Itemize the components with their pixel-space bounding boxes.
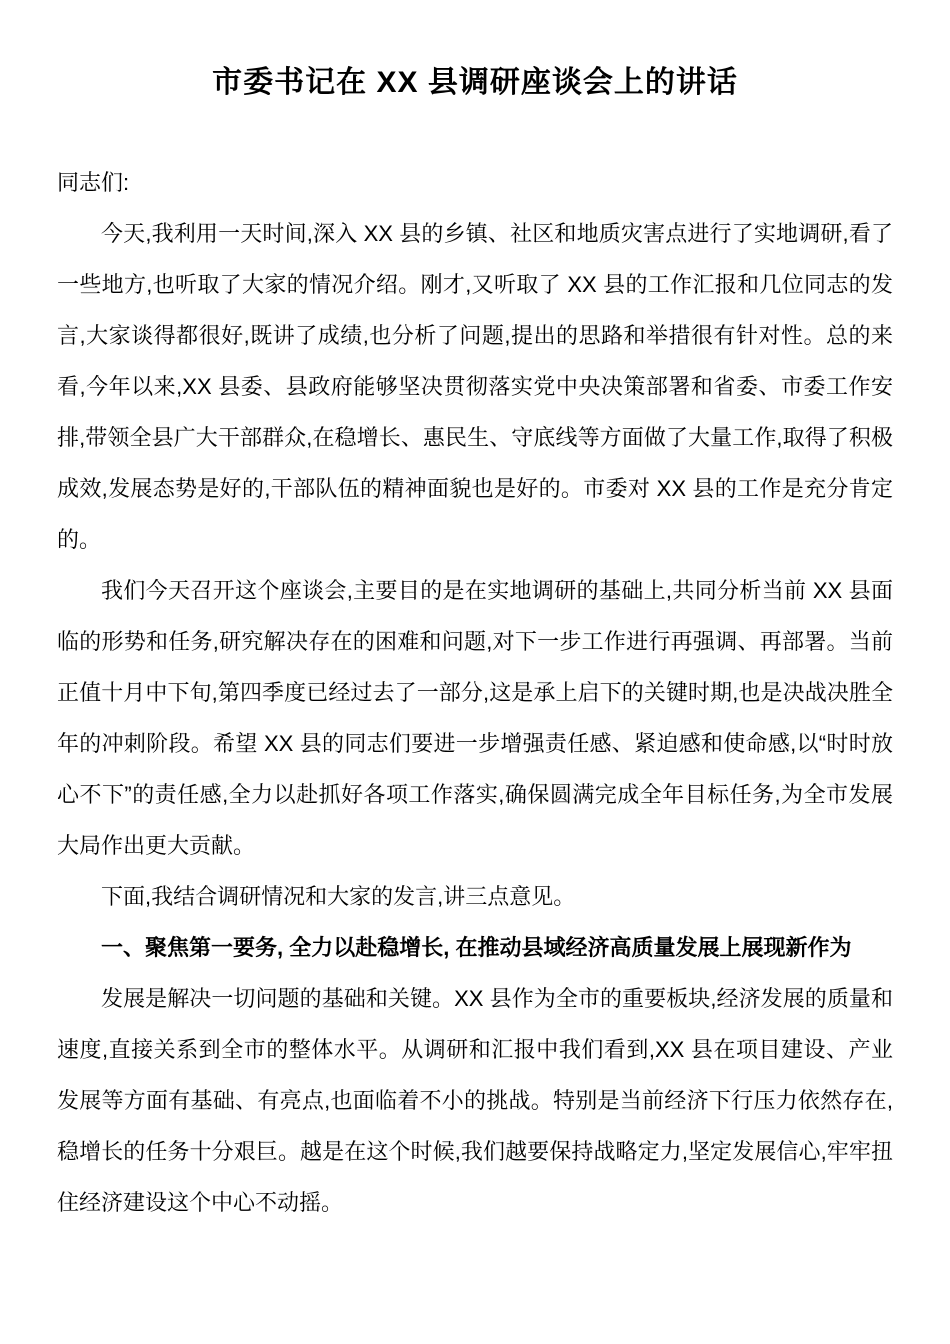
paragraph-meeting-purpose: 我们今天召开这个座谈会,主要目的是在实地调研的基础上,共同分析当前 XX 县面临的形势和任务,研究解决存在的困难和问题,对下一步工作进行再强调、再部署。当前正值十月中下旬,第四季度已经过去了一部分,这是承上启下的关键时期,也是决战决胜全年的冲刺阶段。希望 XX 县的同志们要进一步增强责任感、紧迫感和使命感,以“时时放心不下”的责任感,全力以赴抓好各项工作落实,确保圆满完成全年目标任务,为全市发展大局作出更大贡献。 xyxy=(57,578,893,858)
paragraph-intro: 今天,我利用一天时间,深入 XX 县的乡镇、社区和地质灾害点进行了实地调研,看了一些地方,也听取了大家的情况介绍。刚才,又听取了 XX 县的工作汇报和几位同志的发言,大家谈得都很好,既讲了成绩,也分析了问题,提出的思路和举措很有针对性。总的来看,今年以来,XX 县委、县政府能够坚决贯彻落实党中央决策部署和省委、市委工作安排,带领全县广大干部群众,在稳增长、惠民生、守底线等方面做了大量工作,取得了积极成效,发展态势是好的,干部队伍的精神面貌也是好的。市委对 XX 县的工作是充分肯定的。 xyxy=(57,221,893,552)
paragraph-transition: 下面,我结合调研情况和大家的发言,讲三点意见。 xyxy=(101,884,576,909)
document-title: 市委书记在 XX 县调研座谈会上的讲话 xyxy=(212,66,738,99)
paragraph-development: 发展是解决一切问题的基础和关键。XX 县作为全市的重要板块,经济发展的质量和速度,直接关系到全市的整体水平。从调研和汇报中我们看到,XX 县在项目建设、产业发展等方面有基础、有亮点,也面临着不小的挑战。特别是当前经济下行压力依然存在,稳增长的任务十分艰巨。越是在这个时候,我们越要保持战略定力,坚定发展信心,牢牢扭住经济建设这个中心不动摇。 xyxy=(57,986,893,1215)
document-body xyxy=(57,157,893,1228)
section-heading-1: 一、聚焦第一要务, 全力以赴稳增长, 在推动县域经济高质量发展上展现新作为 xyxy=(101,935,852,960)
salutation: 同志们: xyxy=(57,170,130,195)
